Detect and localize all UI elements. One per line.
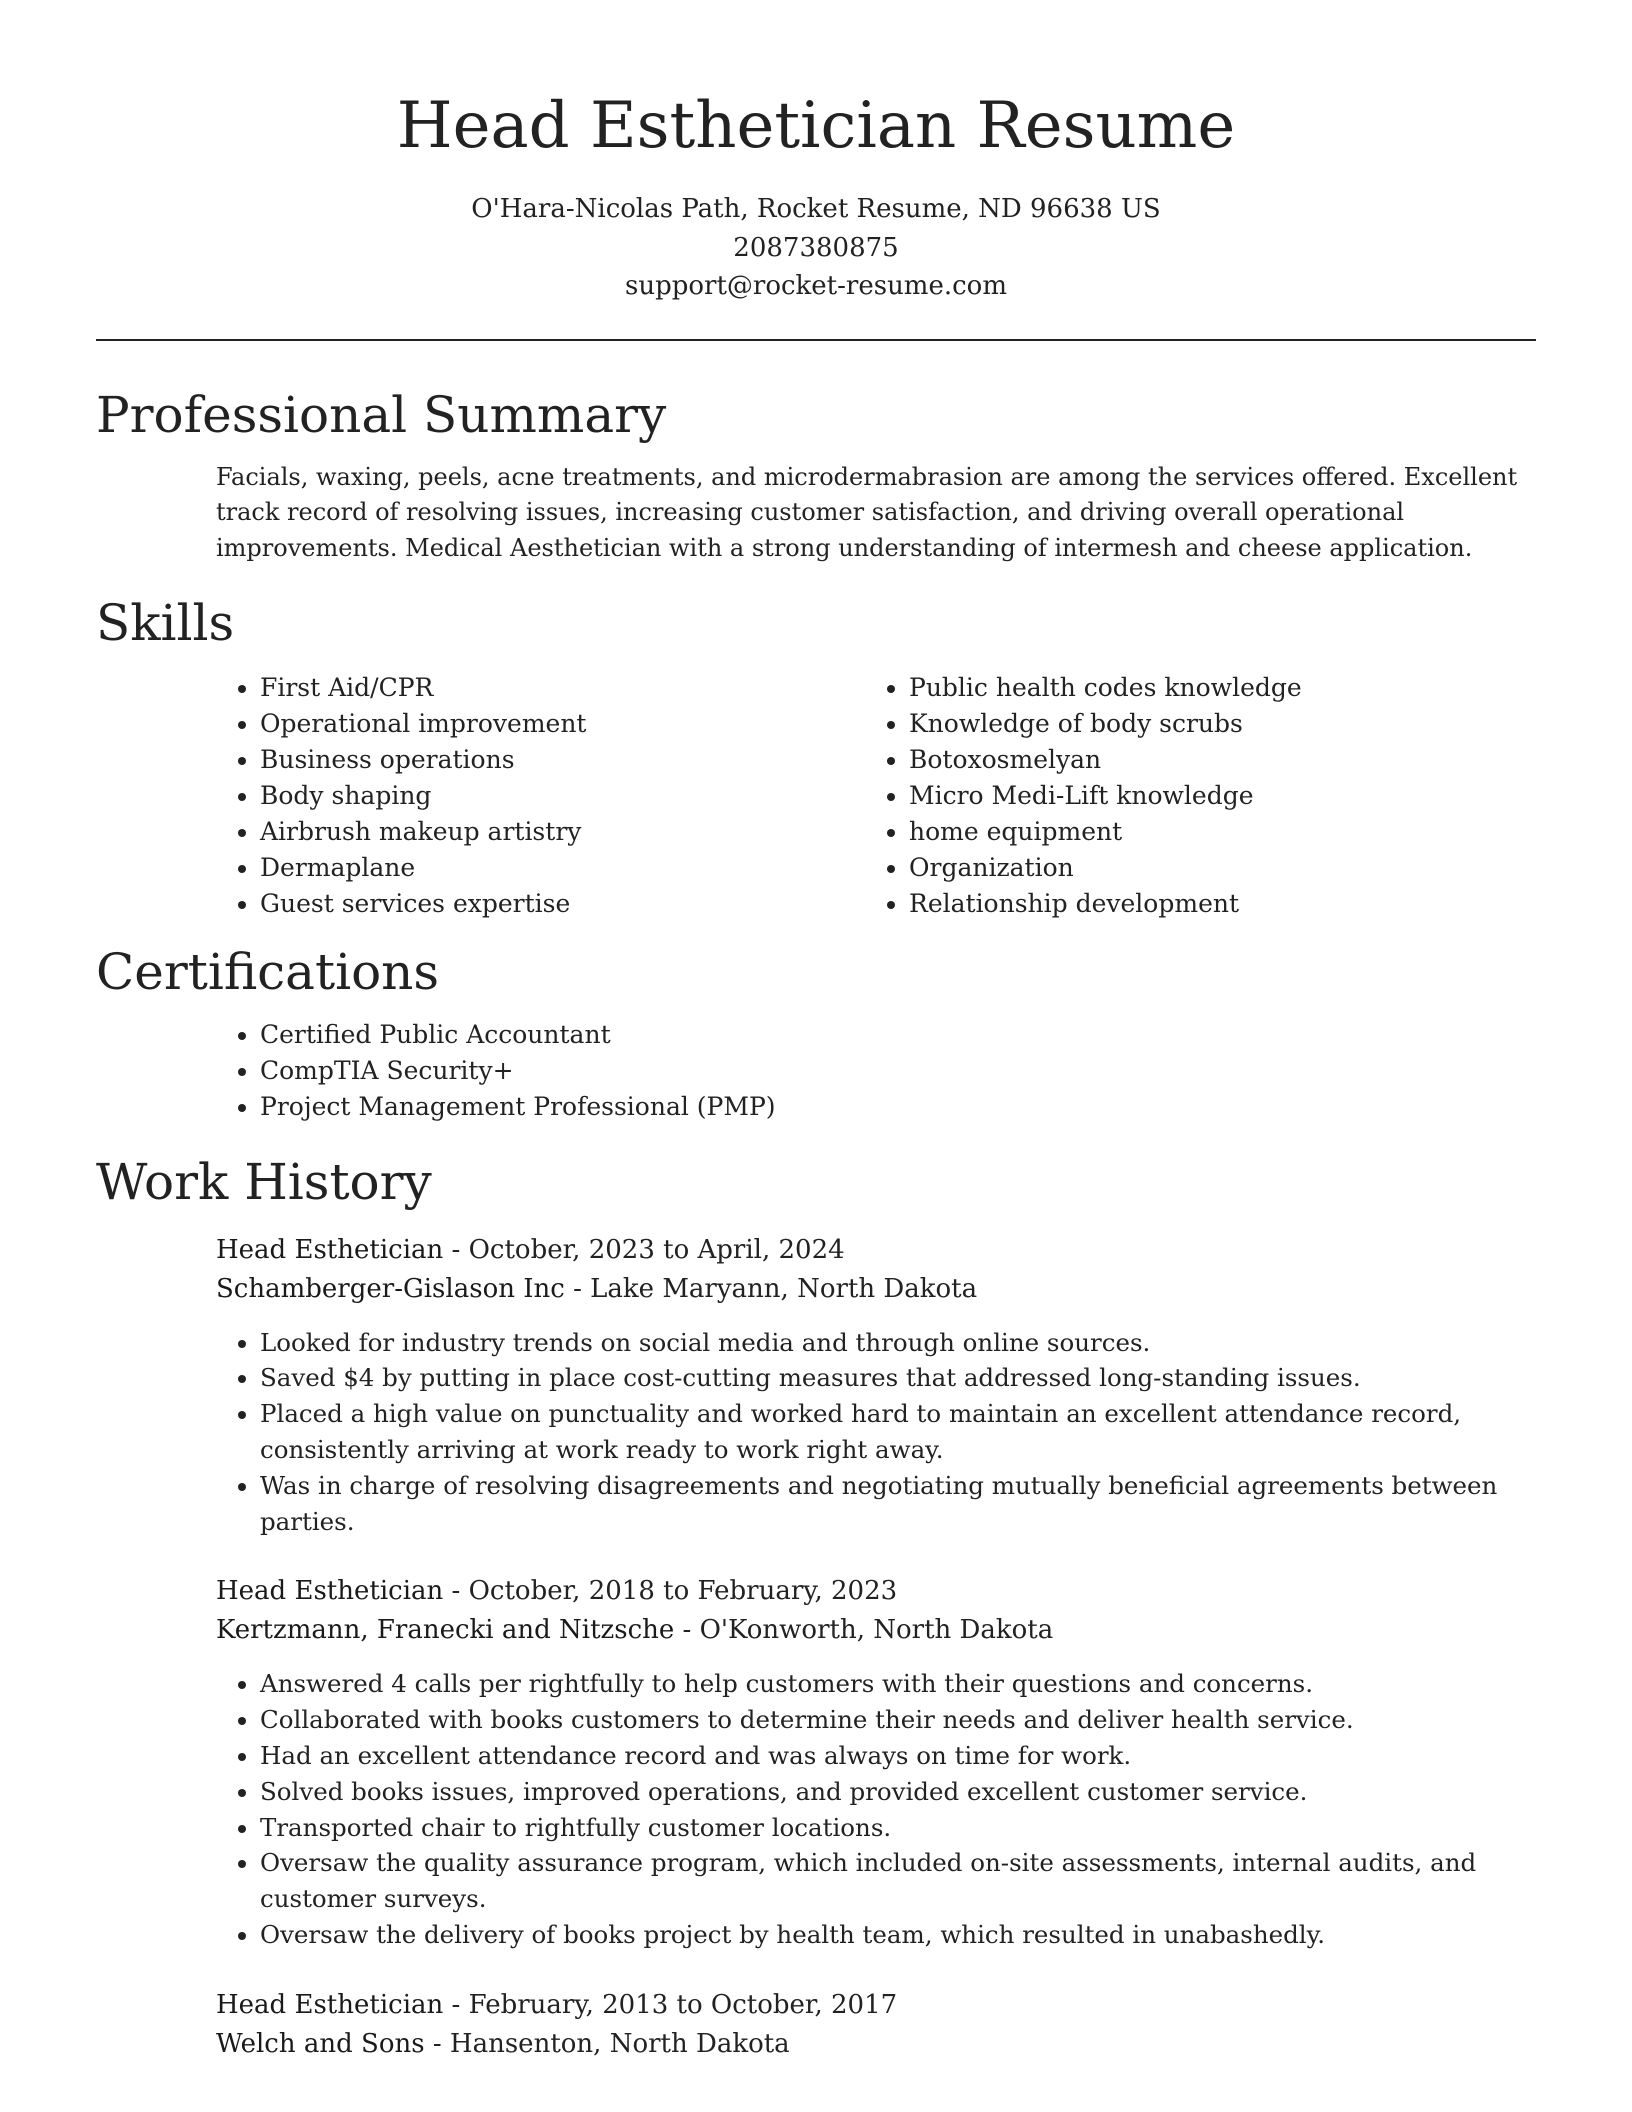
separator: - (564, 1273, 591, 1304)
skills-heading: Skills (96, 593, 235, 652)
job-duty: • Placed a high value on punctuality and worked hard to maintain an excellent attendance record, consistently arriving at work ready to work right away. (260, 1396, 1536, 1468)
skill-item: • Botoxosmelyan (909, 742, 1536, 778)
job-entry (216, 1572, 1536, 1952)
skill-item: • Knowledge of body scrubs (909, 706, 1536, 742)
job-duty: • Oversaw the quality assurance program, which included on-site assessments, internal audits, and customer surveys. (260, 1845, 1536, 1917)
job-duty: • Saved $4 by putting in place cost-cutting measures that addressed long-standing issues. (260, 1360, 1536, 1396)
separator: - (674, 1615, 700, 1646)
contact-block (96, 190, 1536, 306)
job-duty: • Oversaw the delivery of books project by health team, which resulted in unabashedly. (260, 1917, 1536, 1953)
job-entry (216, 1986, 1536, 2064)
certification-item: • Certified Public Accountant (260, 1017, 1536, 1053)
job-title: Head Esthetician (216, 1576, 444, 1607)
job-duties-list (216, 1666, 1536, 1952)
separator: - (443, 1989, 469, 2020)
job-company: Schamberger-Gislason Inc (216, 1273, 565, 1304)
separator: - (443, 1576, 469, 1607)
job-company: Welch and Sons (216, 2028, 425, 2059)
skills-list-right (746, 670, 1536, 922)
summary-text: Facials, waxing, peels, acne treatments, and microdermabrasion are among the services offered. Excellent track record of resolving issues, increasing customer satisfaction, and driving overall operational improvements. Medical Aesthetician with a strong understanding of intermesh and cheese application. (216, 462, 1518, 562)
resume-page (96, 0, 1536, 2064)
certification-item: • CompTIA Security+ (260, 1053, 1536, 1089)
job-location: Hansenton, North Dakota (449, 2028, 790, 2059)
skill-item: • home equipment (909, 814, 1536, 850)
skills-grid (96, 670, 1536, 922)
job-title-line (216, 1986, 1536, 2025)
job-dates: October, 2023 to April, 2024 (468, 1234, 845, 1265)
job-title: Head Esthetician (216, 1989, 444, 2020)
certifications-heading: Certifications (96, 942, 440, 1001)
separator: - (424, 2028, 450, 2059)
separator: - (443, 1234, 469, 1265)
job-title-line (216, 1572, 1536, 1611)
job-company-line (216, 1611, 1536, 1650)
header-divider (96, 339, 1536, 341)
skill-item: • Relationship development (909, 886, 1536, 922)
resume-title: Head Esthetician Resume (396, 89, 1236, 163)
job-duty: • Had an excellent attendance record and was always on time for work. (260, 1738, 1536, 1774)
contact-phone: 2087380875 (733, 232, 899, 263)
job-entry (216, 1231, 1536, 1540)
skill-item: • Dermaplane (260, 850, 746, 886)
skills-list-left (96, 670, 746, 922)
job-dates: February, 2013 to October, 2017 (468, 1989, 898, 2020)
job-title: Head Esthetician (216, 1234, 444, 1265)
contact-address: O'Hara-Nicolas Path, Rocket Resume, ND 96638 US (471, 194, 1161, 224)
job-duty: • Looked for industry trends on social media and through online sources. (260, 1325, 1536, 1361)
job-duties-list (216, 1325, 1536, 1540)
job-company-line (216, 1270, 1536, 1309)
skill-item: • Operational improvement (260, 706, 746, 742)
job-company-line (216, 2025, 1536, 2064)
job-duty: • Transported chair to rightfully customer locations. (260, 1810, 1536, 1846)
job-duty: • Was in charge of resolving disagreements and negotiating mutually beneficial agreements between parties. (260, 1468, 1536, 1540)
work-history-heading: Work History (96, 1152, 432, 1211)
contact-email: support@rocket-resume.com (624, 271, 1007, 301)
job-location: O'Konworth, North Dakota (699, 1615, 1054, 1646)
skill-item: • Airbrush makeup artistry (260, 814, 746, 850)
job-location: Lake Maryann, North Dakota (590, 1273, 978, 1304)
skill-item: • Organization (909, 850, 1536, 886)
certification-item: • Project Management Professional (PMP) (260, 1089, 1536, 1125)
job-duty: • Solved books issues, improved operations, and provided excellent customer service. (260, 1774, 1536, 1810)
job-dates: October, 2018 to February, 2023 (468, 1576, 898, 1607)
job-company: Kertzmann, Franecki and Nitzsche (216, 1615, 675, 1646)
job-duty: • Collaborated with books customers to determine their needs and deliver health service. (260, 1702, 1536, 1738)
job-duty: • Answered 4 calls per rightfully to help customers with their questions and concerns. (260, 1666, 1536, 1702)
skill-item: • Micro Medi-Lift knowledge (909, 778, 1536, 814)
skill-item: • Guest services expertise (260, 886, 746, 922)
skill-item: • Public health codes knowledge (909, 670, 1536, 706)
skill-item: • Body shaping (260, 778, 746, 814)
certifications-list (96, 1017, 1536, 1125)
job-title-line (216, 1231, 1536, 1270)
skill-item: • First Aid/CPR (260, 670, 746, 706)
skill-item: • Business operations (260, 742, 746, 778)
summary-heading: Professional Summary (96, 385, 667, 444)
